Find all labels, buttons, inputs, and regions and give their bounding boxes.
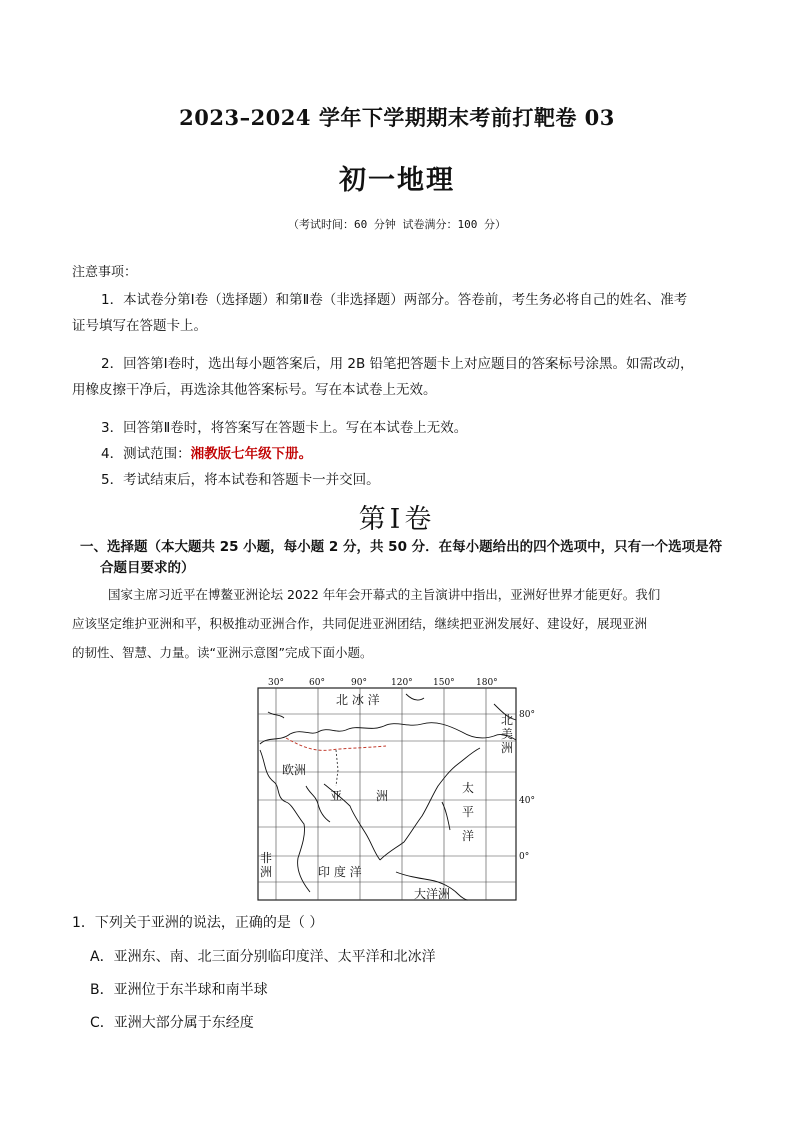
exam-info: （考试时间：60 分钟 试卷满分：100 分） xyxy=(288,218,506,231)
question-1-stem: 1．下列关于亚洲的说法，正确的是（ ） xyxy=(72,915,324,931)
label-asia-2: 洲 xyxy=(376,789,389,803)
asia-map xyxy=(246,674,546,906)
reading-passage xyxy=(72,580,732,667)
notice-heading: 注意事项： xyxy=(72,265,138,280)
notice-item-1 xyxy=(72,287,732,339)
lon-label-90: 90° xyxy=(351,678,367,688)
section-line-2: 合题目要求的） xyxy=(100,560,195,576)
notice-line: 用橡皮擦干净后，再选涂其他答案标号。写在本试卷上无效。 xyxy=(72,382,437,398)
scope-prefix: 4．测试范围： xyxy=(101,446,191,462)
lat-label-80: 80° xyxy=(519,710,535,720)
label-north-america-2: 美 xyxy=(501,727,514,741)
section-heading xyxy=(80,537,730,579)
scope-value: 湘教版七年级下册。 xyxy=(190,446,313,462)
label-north-america-1: 北 xyxy=(501,713,514,727)
notice-line: 2．回答第Ⅰ卷时，选出每小题答案后，用 2B 铅笔把答题卡上对应题目的答案标号涂黑。如需改动， xyxy=(101,356,694,372)
notice-item-3 xyxy=(72,415,732,441)
notice-line: 证号填写在答题卡上。 xyxy=(72,318,207,334)
lon-label-150: 150° xyxy=(433,678,455,688)
lat-label-40: 40° xyxy=(519,796,535,806)
label-indian-ocean: 印 度 洋 xyxy=(318,865,362,879)
passage-line-3: 的韧性、智慧、力量。读“亚洲示意图”完成下面小题。 xyxy=(72,645,373,660)
subject-title: 初一地理 xyxy=(339,165,455,196)
exam-title: 2023–2024 学年下学期期末考前打靶卷 03 xyxy=(179,105,615,130)
notice-line: 1．本试卷分第Ⅰ卷（选择题）和第Ⅱ卷（非选择题）两部分。答卷前，考生务必将自己的姓名、准考 xyxy=(101,292,688,308)
passage-line-2: 应该坚定维护亚洲和平，积极推动亚洲合作，共同促进亚洲团结，继续把亚洲发展好、建设好，展现亚洲 xyxy=(72,616,648,631)
notice-item-5 xyxy=(72,467,732,493)
label-pacific-2: 平 xyxy=(462,805,475,819)
label-africa-2: 洲 xyxy=(260,865,273,879)
longitude-labels xyxy=(268,678,498,688)
notice-line: 3．回答第Ⅱ卷时，将答案写在答题卡上。写在本试卷上无效。 xyxy=(101,420,468,436)
lon-label-60: 60° xyxy=(309,678,325,688)
lon-label-30: 30° xyxy=(268,678,284,688)
question-1-option-a: A．亚洲东、南、北三面分别临印度洋、太平洋和北冰洋 xyxy=(90,949,436,965)
lon-label-120: 120° xyxy=(391,678,413,688)
label-pacific-1: 太 xyxy=(462,781,475,795)
label-oceania: 大洋洲 xyxy=(414,887,451,901)
label-europe: 欧洲 xyxy=(282,763,307,777)
lat-label-0: 0° xyxy=(519,852,530,862)
label-africa-1: 非 xyxy=(260,851,273,865)
label-north-america-3: 洲 xyxy=(501,741,514,755)
notice-item-4 xyxy=(72,441,732,467)
notice-line: 5．考试结束后，将本试卷和答题卡一并交回。 xyxy=(101,472,380,488)
volume-heading: 第Ⅰ卷 xyxy=(358,504,436,535)
passage-line-1: 国家主席习近平在博鳌亚洲论坛 2022 年年会开幕式的主旨演讲中指出，亚洲好世界才能更好。我们 xyxy=(108,587,661,602)
label-pacific-3: 洋 xyxy=(462,829,475,843)
latitude-labels xyxy=(519,710,535,862)
section-line-1: 一、选择题（本大题共 25 小题，每小题 2 分，共 50 分．在每小题给出的四个选项中，只有一个选项是符 xyxy=(80,539,723,555)
question-1-option-c: C．亚洲大部分属于东经度 xyxy=(90,1015,254,1031)
label-arctic-ocean: 北 冰 洋 xyxy=(336,693,380,707)
notice-line xyxy=(72,441,732,467)
label-asia-1: 亚 xyxy=(330,789,343,803)
notice-item-2 xyxy=(72,351,732,403)
question-1-option-b: B．亚洲位于东半球和南半球 xyxy=(90,982,268,998)
lon-label-180: 180° xyxy=(476,678,498,688)
